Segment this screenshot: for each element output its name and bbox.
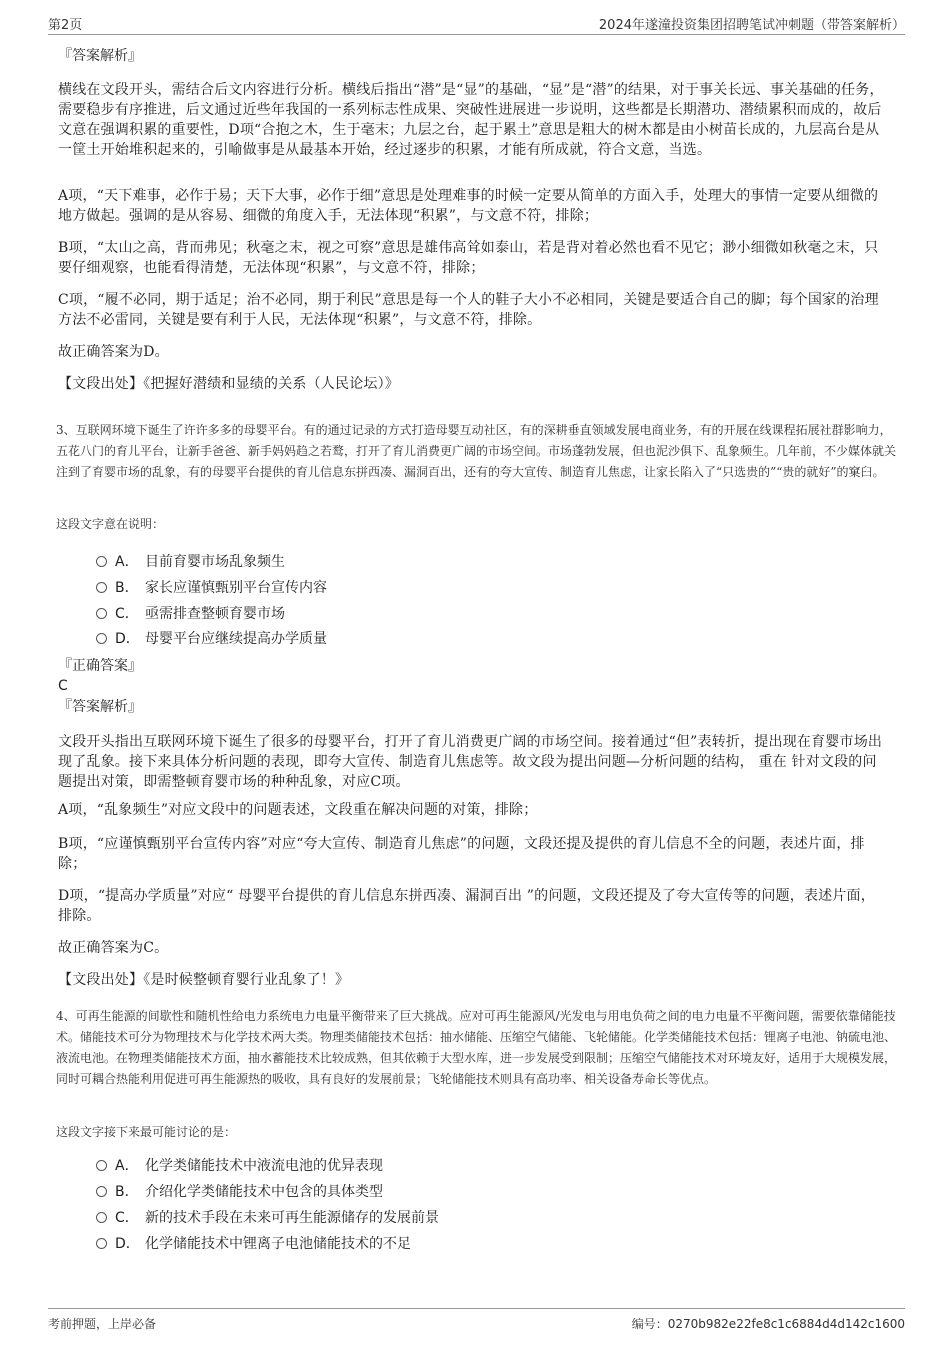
radio-icon[interactable] [96, 556, 107, 567]
question-4-prompt: 这段文字接下来最可能讨论的是： [56, 1125, 237, 1139]
option-a[interactable]: A． 化学类储能技术中液流电池的优异表现 [96, 1156, 383, 1176]
analysis-label: 『答案解析』 [58, 48, 142, 64]
radio-icon[interactable] [96, 633, 107, 644]
option-d[interactable]: D． 母婴平台应继续提高办学质量 [96, 629, 327, 649]
analysis-label: 『答案解析』 [58, 699, 142, 715]
conclusion: 故正确答案为C。 [58, 940, 169, 956]
analysis-option-a: A项，“天下难事，必作于易；天下大事，必作于细”意思是处理难事的时候一定要从简单的方面入手，处理大的事情一定要从细微的地方做起。强调的是从容易、细微的角度入手，无法体现“积累”，与文意不符，排除； [58, 188, 879, 224]
analysis-option-c: C项，“履不必同，期于适足；治不必同，期于利民”意思是每一个人的鞋子大小不必相同，关键是要适合自己的脚；每个国家的治理方法不必雷同，关键是要有利于人民，无法体现“积累”，与文意不符，排除。 [58, 292, 879, 328]
answer-value: C [58, 678, 68, 694]
radio-icon[interactable] [96, 1160, 107, 1171]
footer-slogan: 考前押题，上岸必备 [48, 1317, 157, 1331]
page-header [48, 12, 905, 35]
option-c[interactable]: C． 亟需排查整顿育婴市场 [96, 604, 285, 624]
conclusion: 故正确答案为D。 [58, 344, 169, 360]
option-c[interactable]: C． 新的技术手段在未来可再生能源储存的发展前景 [96, 1208, 439, 1228]
analysis-option-d: D项，“提高办学质量”对应“ 母婴平台提供的育儿信息东拼西凑、漏洞百出 ”的问题，文段还提及了夸大宣传等的问题，表述片面，排除。 [58, 888, 875, 924]
radio-icon[interactable] [96, 608, 107, 619]
analysis-paragraph: 文段开头指出互联网环境下诞生了很多的母婴平台，打开了育儿消费更广阔的市场空间。接着通过“但”表转折，提出现在育婴市场出现了乱象。接下来具体分析问题的表现，即夸大宣传、制造育儿焦虑等。故文段为提出问题—分析问题的结构， 重在 针对文段的问题提出对策，即需整顿育婴市场的种种乱象，对应C项。 [58, 734, 883, 790]
analysis-option-a: A项，“乱象频生”对应文段中的问题表述，文段重在解决问题的对策，排除； [58, 802, 538, 818]
radio-icon[interactable] [96, 1186, 107, 1197]
analysis-paragraph: 横线在文段开头，需结合后文内容进行分析。横线后指出“潜”是“显”的基础，“显”是“潜”的结果，对于事关长远、事关基础的任务，需要稳步有序推进，后文通过近些年我国的一系列标志性成果、突破性进展进一步说明，这些都是长期潜功、潜绩累积而成的，故后文意在强调积累的重要性，D项“合抱之木，生于毫末；九层之台，起于累土”意思是粗大的树木都是由小树苗长成的，九层高台是从一筐土开始堆积起来的，引喻做事是从最基本开始，经过逐步的积累，才能有所成就，符合文意，当选。 [58, 82, 884, 158]
answer-label: 『正确答案』 [58, 658, 142, 674]
page-number: 第2页 [48, 18, 83, 33]
page-footer [48, 1308, 905, 1333]
option-d[interactable]: D． 化学储能技术中锂离子电池储能技术的不足 [96, 1234, 411, 1254]
source-citation: 【文段出处】《把握好潜绩和显绩的关系（人民论坛）》 [58, 376, 399, 392]
option-a[interactable]: A． 目前育婴市场乱象频生 [96, 552, 285, 572]
question-3-stem: 3、互联网环境下诞生了许许多多的母婴平台。有的通过记录的方式打造母婴互动社区，有的深耕垂直领域发展电商业务，有的开展在线课程拓展社群影响力，五花八门的育儿平台，让新手爸爸、新手妈妈趋之若鹜，打开了育儿消费更广阔的市场空间。市场蓬勃发展，但也泥沙俱下、乱象频生。几年前，不少媒体就关注到了育婴市场的乱象，有的母婴平台提供的育儿信息东拼西凑、漏洞百出，还有的夸大宣传、制造育儿焦虑，让家长陷入了“只选贵的”“贵的就好”的窠臼。 [56, 423, 897, 479]
document-code: 编号：0270b982e22fe8c1c6884d4d142c1600 [631, 1317, 905, 1331]
question-3-prompt: 这段文字意在说明： [56, 517, 165, 531]
radio-icon[interactable] [96, 582, 107, 593]
analysis-option-b: B项，“太山之高，背而弗见；秋毫之末，视之可察”意思是雄伟高耸如泰山，若是背对着必然也看不见它；渺小细微如秋毫之末，只要仔细观察，也能看得清楚，无法体现“积累”，与文意不符，排除； [58, 240, 879, 276]
option-b[interactable]: B． 家长应谨慎甄别平台宣传内容 [96, 578, 327, 598]
source-citation: 【文段出处】《是时候整顿育婴行业乱象了！》 [58, 972, 350, 988]
document-title: 2024年遂潼投资集团招聘笔试冲刺题（带答案解析） [598, 18, 905, 33]
option-b[interactable]: B． 介绍化学类储能技术中包含的具体类型 [96, 1182, 383, 1202]
radio-icon[interactable] [96, 1212, 107, 1223]
question-4-stem: 4、可再生能源的间歇性和随机性给电力系统电力电量平衡带来了巨大挑战。应对可再生能源风/光发电与用电负荷之间的电力电量不平衡问题，需要依靠储能技术。储能技术可分为物理技术与化学技术两大类。物理类储能技术包括：抽水储能、压缩空气储能、飞轮储能。化学类储能技术包括：锂离子电池、钠硫电池、液流电池。在物理类储能技术方面，抽水蓄能技术比较成熟，但其依赖于大型水库，进一步发展受到限制；压缩空气储能技术对环境友好，适用于大规模发展，同时可耦合热能利用促进可再生能源热的吸收，具有良好的发展前景；飞轮储能技术则具有高功率、相关设备寿命长等优点。 [56, 1009, 897, 1086]
analysis-option-b: B项，“应谨慎甄别平台宣传内容”对应“夸大宣传、制造育儿焦虑”的问题，文段还提及提供的育儿信息不全的问题，表述片面，排除； [58, 836, 865, 872]
radio-icon[interactable] [96, 1238, 107, 1249]
